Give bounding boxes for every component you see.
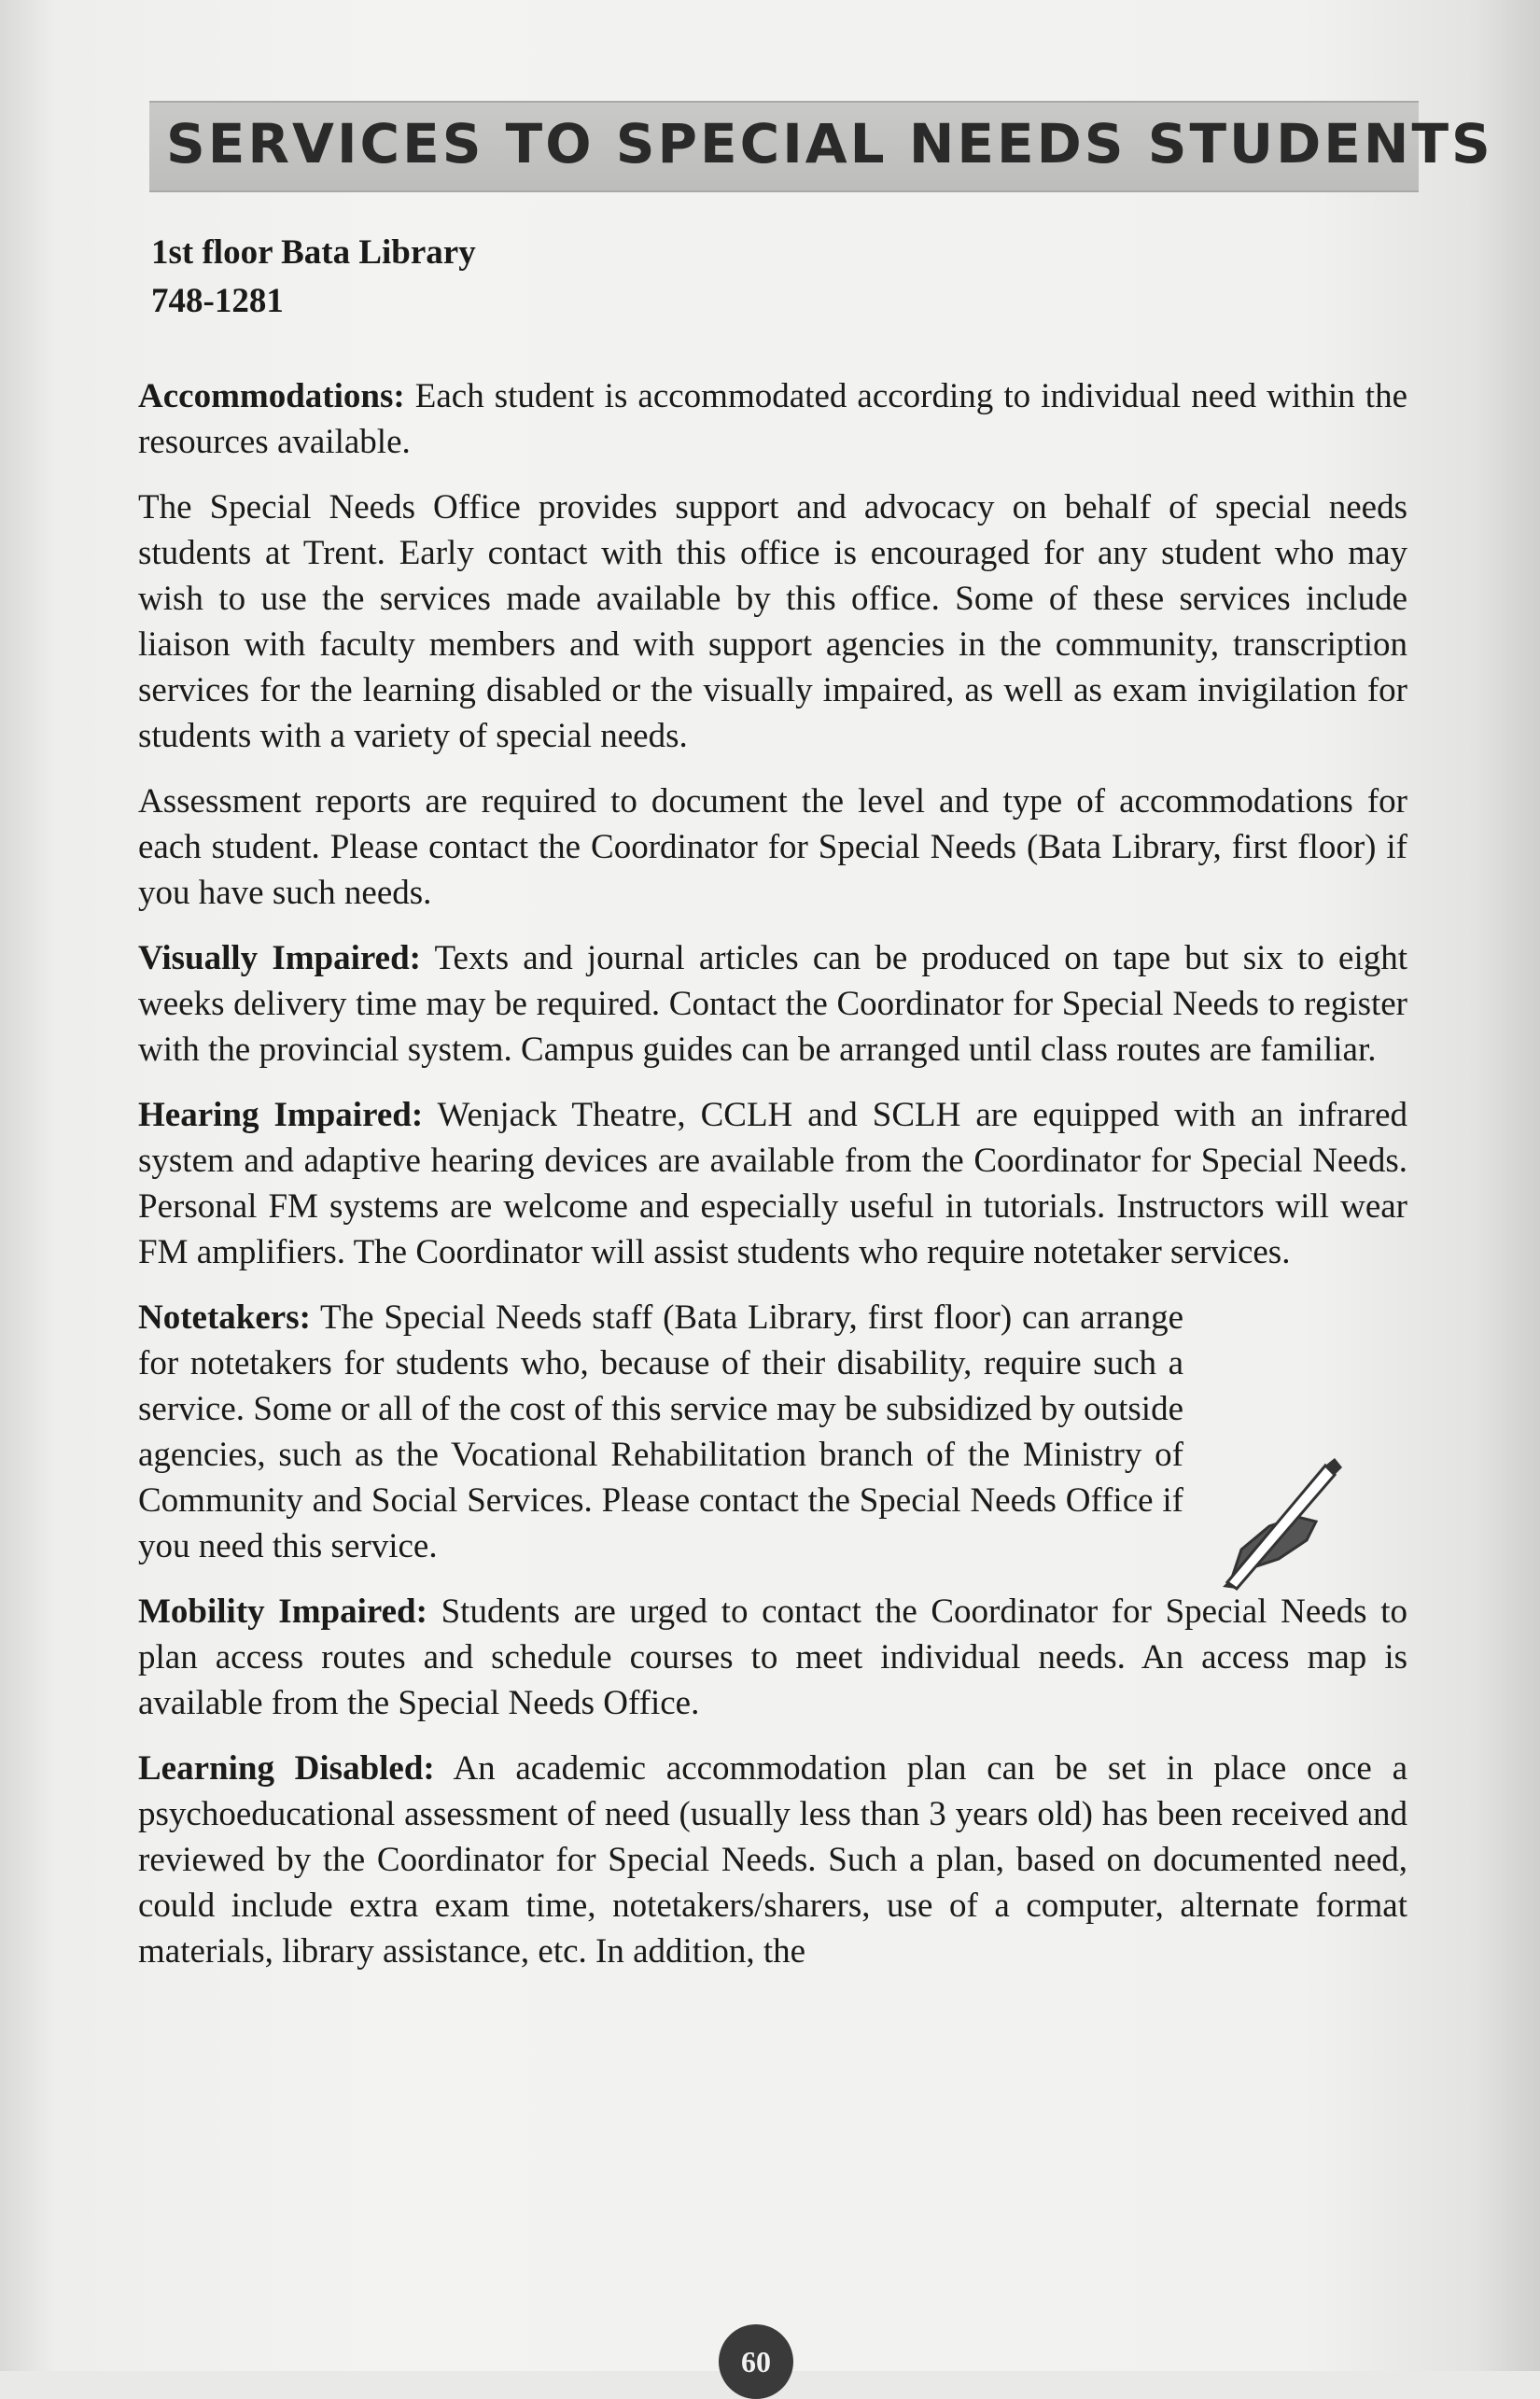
section-text: Each student is accommodated according to individual need within the resources available. (138, 377, 1407, 461)
section-label: Hearing Impaired: (138, 1096, 424, 1134)
office-phone: 748-1281 (151, 282, 284, 320)
paragraph-accommodations (138, 373, 1407, 465)
section-label: Learning Disabled: (138, 1749, 435, 1788)
section-label: Notetakers: (138, 1298, 311, 1337)
page-title: SERVICES TO SPECIAL NEEDS STUDENTS (166, 112, 1493, 175)
paragraph-mobility-impaired (138, 1589, 1407, 1726)
section-label: Accommodations: (138, 377, 405, 415)
office-location: 1st floor Bata Library (151, 233, 476, 272)
section-text: Wenjack Theatre, CCLH and SCLH are equipped with an infrared system and adaptive hearing devices are available from the Coordinator for Special Needs. Personal FM systems are welcome and especially useful in tutorials. Instructors will wear FM amplifiers. The Coordinator will assist students who require notetaker services. (138, 1096, 1407, 1271)
paragraph-office-intro (138, 484, 1407, 759)
body-content (138, 373, 1407, 1994)
section-text: The Special Needs Office provides support and advocacy on behalf of special needs students at Trent. Early contact with this office is encouraged for any student who may wish to use the services made available by this office. Some of these services include liaison with faculty members and with support agencies in the community, transcription services for the learning disabled or the visually impaired, as well as exam invigilation for students with a variety of special needs. (138, 488, 1407, 755)
section-label: Mobility Impaired: (138, 1592, 427, 1631)
section-text: Assessment reports are required to document the level and type of accommodations for each student. Please contact the Coordinator for Special Needs (Bata Library, first floor) if you have such needs. (138, 782, 1407, 912)
section-label: Visually Impaired: (138, 939, 421, 977)
paragraph-assessment (138, 779, 1407, 916)
hand-writing-pen-icon (1204, 1438, 1363, 1596)
paragraph-visually-impaired (138, 935, 1407, 1073)
paragraph-hearing-impaired (138, 1092, 1407, 1275)
page-number: 60 (719, 2324, 793, 2399)
section-text: Students are urged to contact the Coordinator for Special Needs to plan access routes and schedule courses to meet individual needs. An access map is available from the Special Needs Office. (138, 1592, 1407, 1722)
section-text: Texts and journal articles can be produced on tape but six to eight weeks delivery time may be required. Contact the Coordinator for Special Needs to register with the provincial system. Campus guides can be arranged until class routes are familiar. (138, 939, 1408, 1069)
office-info (151, 229, 476, 326)
paragraph-learning-disabled (138, 1746, 1407, 1974)
section-text: An academic accommodation plan can be set in place once a psychoeducational assessment of need (usually less than 3 years old) has been received and reviewed by the Coordinator for Special Needs. Such a plan, based on documented need, could include extra exam time, notetakers/sharers, use of a computer, alternate format materials, library assistance, etc. In addition, the (138, 1749, 1407, 1971)
section-text: The Special Needs staff (Bata Library, first floor) can arrange for notetakers for students who, because of their disability, require such a service. Some or all of the cost of this service may be subsidized by outside agencies, such as the Vocational Rehabilitation branch of the Ministry of Community and Social Services. Please contact the Special Needs Office if you need this service. (138, 1298, 1183, 1565)
paragraph-notetakers (138, 1295, 1183, 1569)
